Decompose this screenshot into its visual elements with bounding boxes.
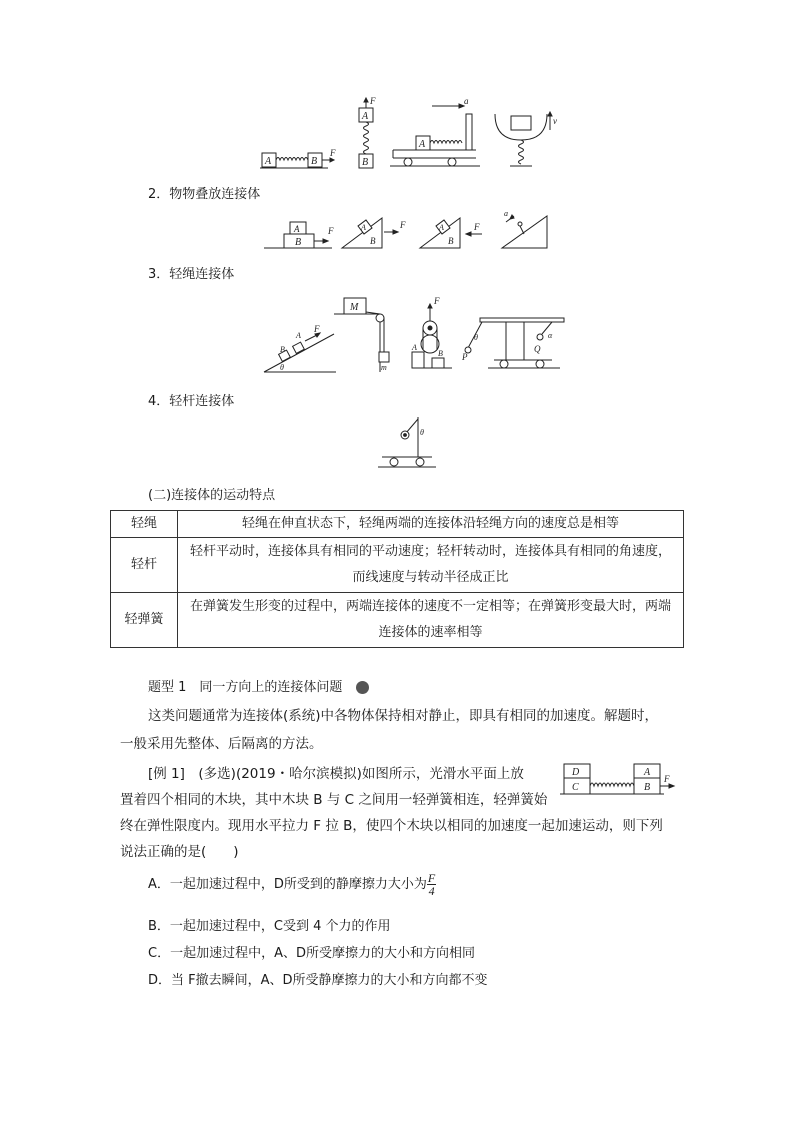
table-cell-label: 轻杆 [111, 538, 178, 593]
fig-label: C [572, 782, 579, 793]
example-line: 置着四个相同的木块，其中木块 B 与 C 之间用一轻弹簧相连，轻弹簧始 [120, 792, 548, 808]
figure-row2 [262, 210, 562, 252]
fig-label: B [644, 782, 651, 793]
table-cell-desc: 在弹簧发生形变的过程中，两端连接体的速度不一定相等；在弹簧形变最大时，两端连接体的速率相等 [178, 593, 684, 648]
fig-label: B [311, 156, 318, 167]
heading-motion-features: (二)连接体的运动特点 [148, 488, 276, 503]
table-cell-label: 轻绳 [111, 511, 178, 538]
fig-label: θ [474, 333, 478, 342]
fig-label: B [448, 236, 454, 246]
heading-rod-bodies: 4．轻杆连接体 [148, 394, 235, 409]
option-b: B．一起加速过程中，C受到 4 个力的作用 [148, 919, 391, 934]
fraction-f-over-4 [427, 872, 436, 897]
fig-label: F [330, 148, 336, 158]
fig-label: F [314, 324, 320, 334]
fig-label: B [362, 157, 369, 168]
fig-label: F [370, 96, 376, 106]
fig-label: F [664, 774, 670, 784]
fraction-denominator: 4 [428, 884, 435, 898]
figure-row1 [250, 96, 580, 176]
bullet-dot-icon [356, 681, 369, 694]
option-a-text: A．一起加速过程中，D所受到的静摩擦力大小为 [148, 877, 427, 892]
fig-label: D [572, 767, 580, 778]
fig-label: A [439, 223, 444, 232]
fraction-numerator: F [427, 871, 436, 885]
option-a [148, 872, 436, 898]
option-d: D．当 F撤去瞬间，A、D所受静摩擦力的大小和方向都不变 [148, 973, 488, 988]
fig-label: B [370, 236, 376, 246]
heading-stacked-bodies: 2．物物叠放连接体 [148, 187, 261, 202]
topic-title-text: 题型 1 同一方向上的连接体问题 [148, 680, 343, 695]
fig-label: v [553, 116, 557, 126]
fig-label: A [361, 223, 366, 232]
figure-row4 [376, 415, 438, 471]
fig-label: a [504, 209, 508, 218]
table-row [111, 511, 684, 538]
fig-label: a [464, 96, 469, 106]
fig-label: θ [280, 363, 284, 372]
fig-label: A [265, 156, 272, 167]
topic-title [148, 676, 369, 695]
fig-label: θ [420, 428, 424, 437]
example-figure [560, 760, 684, 800]
table-cell-desc: 轻绳在伸直状态下，轻绳两端的连接体沿轻绳方向的速度总是相等 [178, 511, 684, 538]
option-c: C．一起加速过程中，A、D所受摩擦力的大小和方向相同 [148, 946, 475, 961]
fig-label: F [474, 222, 480, 232]
fig-label: A [296, 331, 301, 340]
fig-label: F [328, 226, 334, 236]
table-row [111, 593, 684, 648]
fig-label: B [295, 237, 302, 248]
fig-label: Q [534, 344, 541, 354]
fig-label: A [362, 111, 369, 122]
table-cell-label: 轻弹簧 [111, 593, 178, 648]
fig-label: A [419, 139, 426, 150]
fig-label: P [462, 352, 468, 362]
fig-label: A [644, 767, 651, 778]
topic-paragraph: 这类问题通常为连接体(系统)中各物体保持相对静止，即具有相同的加速度。解题时， [148, 708, 659, 724]
fig-label: m [381, 363, 387, 372]
fig-label: α [548, 331, 553, 340]
fig-label: F [434, 296, 440, 306]
example-line: 说法正确的是( ) [120, 844, 239, 860]
fig-label: A [294, 224, 300, 234]
fig-label: B [438, 349, 443, 358]
fig-label: M [350, 302, 359, 313]
table-row [111, 538, 684, 593]
table-cell-desc: 轻杆平动时，连接体具有相同的平动速度；轻杆转动时，连接体具有相同的角速度，而线速度与转动半径成正比 [178, 538, 684, 593]
topic-paragraph-cont: 一般采用先整体、后隔离的方法。 [120, 736, 323, 752]
heading-rope-bodies: 3．轻绳连接体 [148, 267, 235, 282]
figure-row3 [262, 290, 572, 376]
fig-label: A [412, 343, 417, 352]
example-line: 终在弹性限度内。现用水平拉力 F 拉 B，使四个木块以相同的加速度一起加速运动，则下列 [120, 818, 663, 834]
fig-label: F [400, 220, 406, 230]
comparison-table [110, 510, 684, 648]
fig-label: B [280, 345, 285, 354]
example-line: [例 1] (多选)(2019・哈尔滨模拟)如图所示，光滑水平面上放 [148, 766, 524, 782]
